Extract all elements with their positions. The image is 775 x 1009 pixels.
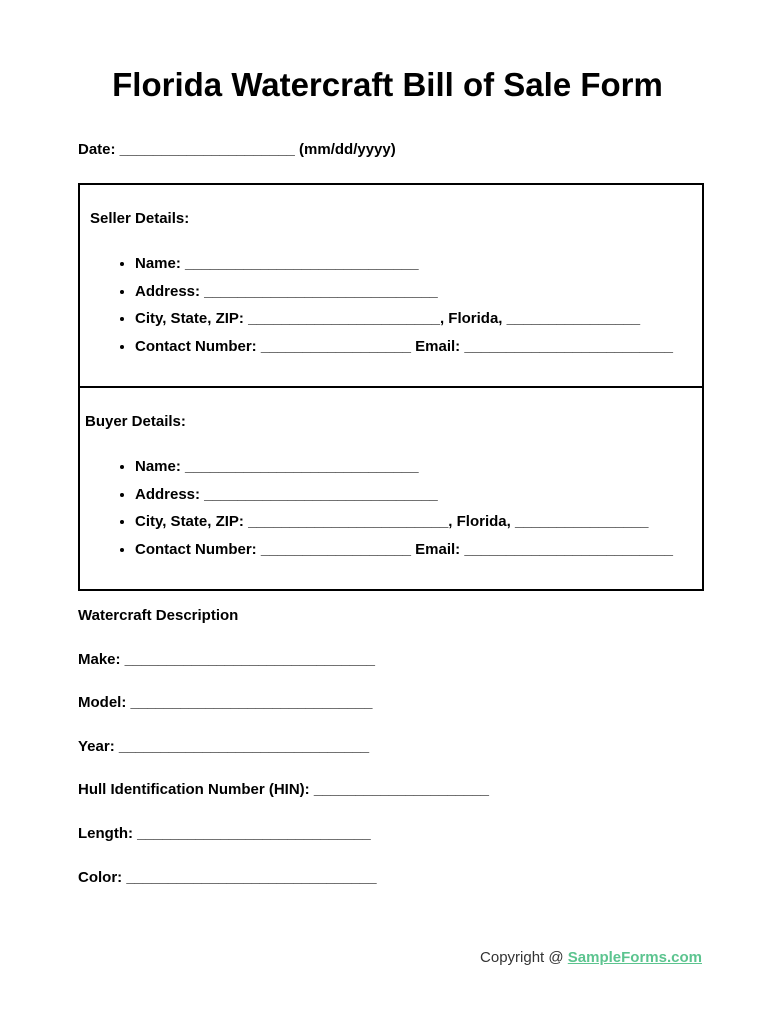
color-field: Color: ______________________________ bbox=[78, 869, 377, 886]
buyer-heading: Buyer Details: bbox=[85, 413, 186, 430]
buyer-contact: • Contact Number: __________________ Email: _________________________ bbox=[135, 541, 673, 569]
seller-list bbox=[110, 255, 673, 365]
seller-contact: • Contact Number: __________________ Email: _________________________ bbox=[135, 338, 673, 366]
year-field: Year: ______________________________ bbox=[78, 738, 370, 755]
copyright-text: Copyright @ bbox=[480, 949, 568, 966]
length-field: Length: ____________________________ bbox=[78, 825, 371, 842]
buyer-address: • Address: ____________________________ bbox=[135, 486, 673, 514]
hin-field: Hull Identification Number (HIN): _____________________ bbox=[78, 781, 490, 798]
sampleforms-link[interactable]: SampleForms.com bbox=[567, 949, 702, 966]
date-field: Date: _____________________ (mm/dd/yyyy) bbox=[78, 141, 396, 158]
watercraft-heading: Watercraft Description bbox=[78, 607, 239, 624]
buyer-list bbox=[110, 458, 673, 568]
seller-name: • Name: ____________________________ bbox=[135, 255, 673, 283]
seller-details-box bbox=[78, 183, 704, 388]
buyer-name: • Name: ____________________________ bbox=[135, 458, 673, 486]
page-title: Florida Watercraft Bill of Sale Form bbox=[112, 66, 663, 103]
seller-heading: Seller Details: bbox=[90, 210, 190, 227]
make-field: Make: ______________________________ bbox=[78, 651, 375, 668]
seller-address: • Address: ____________________________ bbox=[135, 283, 673, 311]
buyer-city: • City, State, ZIP: ________________________, Florida, ________________ bbox=[135, 513, 673, 541]
model-field: Model: _____________________________ bbox=[78, 694, 373, 711]
buyer-details-box bbox=[78, 386, 704, 591]
seller-city: • City, State, ZIP: _______________________, Florida, ________________ bbox=[135, 310, 673, 338]
copyright bbox=[480, 949, 702, 966]
